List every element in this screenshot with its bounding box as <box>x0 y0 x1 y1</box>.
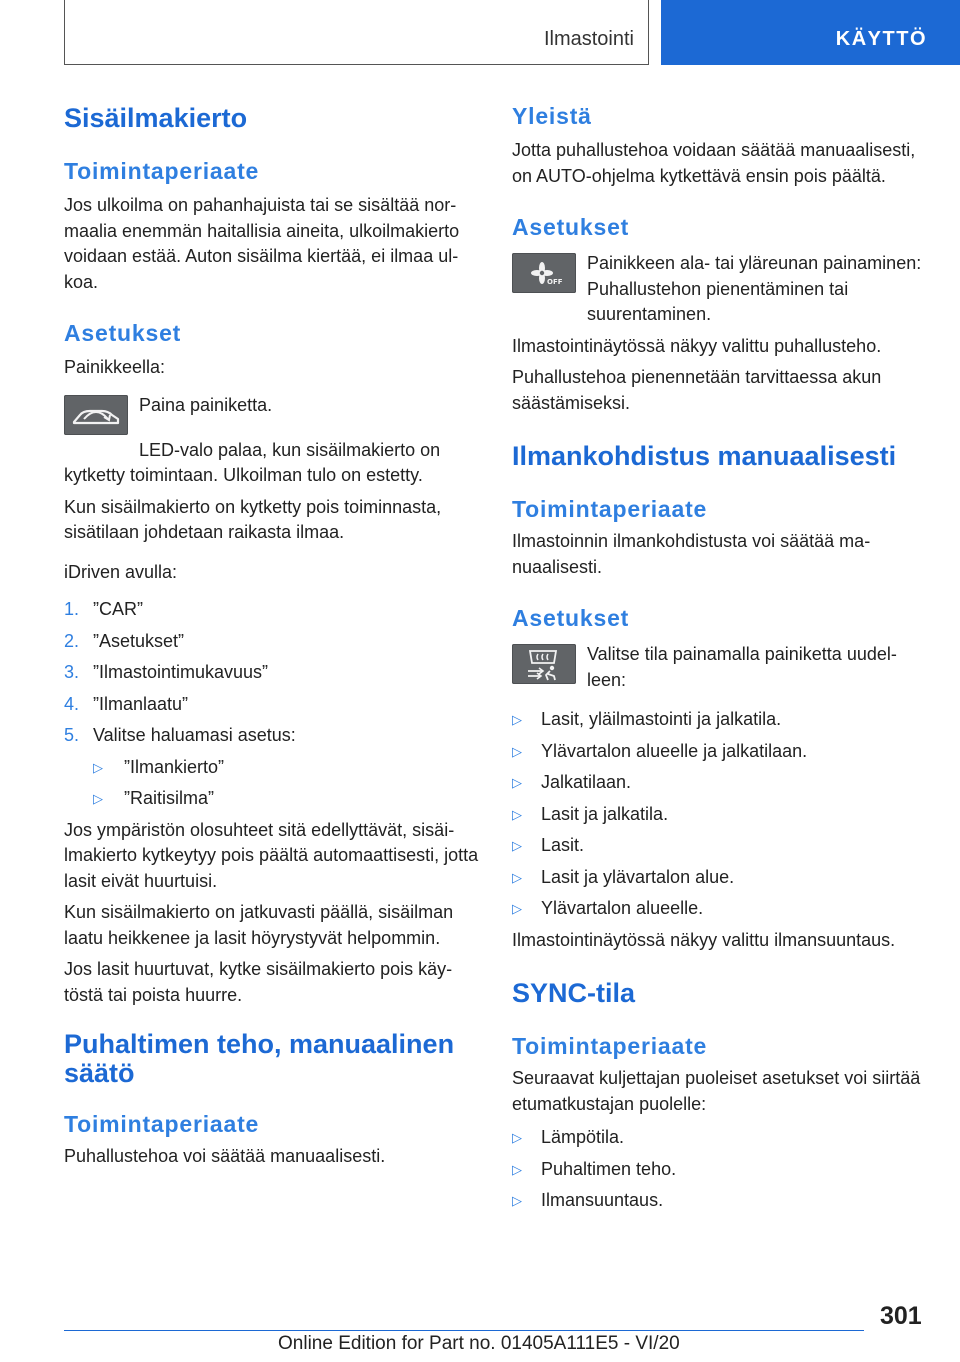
triangle-bullet-icon: ▷ <box>512 1161 522 1177</box>
triangle-bullet-icon: ▷ <box>512 806 522 822</box>
text-continuous: Kun sisäilmakierto on jatkuvasti päällä, sisäilman laatu heikkenee ja lasit höyrystyvät helpommin. <box>64 902 454 948</box>
text-fan-principle: Puhallustehoa voi säätää manuaalisesti. <box>64 1146 386 1166</box>
list-item: 5. Valitse haluamasi asetus: <box>64 725 296 745</box>
text-fogging: Jos lasit huurtuvat, kytke sisäilmakierto pois käytöstä tai poista huurre. <box>64 959 453 1005</box>
subheading-general: Yleistä <box>512 103 592 129</box>
heading-recirculation: Sisäilmakierto <box>64 103 248 133</box>
right-column <box>512 100 922 1214</box>
list-item: ▷ Ilmansuuntaus. <box>512 1188 922 1214</box>
triangle-bullet-icon: ▷ <box>93 791 103 806</box>
heading-fan: Puhaltimen teho, manuaalinen säätö <box>64 1029 455 1088</box>
text-idrive: iDriven avulla: <box>64 561 178 582</box>
recirc-led-text: LED-valo palaa, kun sisäilmakierto on kytketty toimintaan. Ulkoilman tulo on estetty. <box>64 439 441 485</box>
triangle-bullet-icon: ▷ <box>93 759 103 775</box>
svg-text:OFF: OFF <box>547 278 563 286</box>
triangle-bullet-icon: ▷ <box>512 712 522 727</box>
idrive-steps <box>64 597 479 749</box>
text-button-label: Painikkeella: <box>64 357 166 377</box>
subheading-principle: Toimintaperiaate <box>64 158 260 184</box>
triangle-bullet-icon: ▷ <box>512 1193 522 1208</box>
chapter-tab-label: KÄYTTÖ <box>835 28 927 50</box>
fan-control <box>512 251 922 328</box>
footer-divider <box>64 1330 864 1331</box>
list-item: ▷ Jalkatilaan. <box>512 770 922 796</box>
text-auto-off: Jos ympäristön olosuhteet sitä edellyttävät, sisäilmakierto kytkeytyy pois päältä automaattisesti, jotta lasit eivät huurtuisi. <box>64 819 479 891</box>
footer-edition: Online Edition for Part no. 01405A111E5 - VI/20 <box>278 1333 680 1354</box>
page-number: 301 <box>880 1302 922 1330</box>
air-distribution-button-icon[interactable] <box>512 644 576 684</box>
section-title: Ilmastointi <box>543 28 634 50</box>
airdist-instruction: Valitse tila painamalla painiketta uudelleen: <box>587 644 897 690</box>
triangle-bullet-icon: ▷ <box>512 775 522 790</box>
chapter-tab[interactable] <box>661 0 960 65</box>
text-principle: Jos ulkoilma on pahanhajuista tai se sisältää normaalia enemmän haitallisia aineita, ulkoilmakierto voidaan estää. Auton sisäilma kiertää, ei ilmaa ulkoa. <box>64 195 460 292</box>
list-item: ▷ Lasit. <box>512 833 922 859</box>
triangle-bullet-icon: ▷ <box>512 1130 522 1145</box>
list-item: ▷ Lasit, yläilmastointi ja jalkatila. <box>512 707 922 733</box>
triangle-bullet-icon: ▷ <box>512 901 522 916</box>
heading-air-distribution: Ilmankohdistus manuaalisesti <box>512 441 897 471</box>
recirc-sub-options <box>64 755 479 812</box>
triangle-bullet-icon: ▷ <box>512 743 522 759</box>
heading-sync: SYNC-tila <box>512 978 636 1008</box>
text-general: Jotta puhallustehoa voidaan säätää manuaalisesti, on AUTO-ohjelma kytkettävä ensin pois päältä. <box>512 140 916 186</box>
subheading-sync-principle: Toimintaperiaate <box>512 1033 708 1059</box>
recirc-instruction: Paina painiketta. <box>139 394 273 415</box>
list-item: ▷ ”Ilmankierto” <box>93 755 479 781</box>
list-item: 1. ”CAR” <box>64 599 143 619</box>
text-airdist-display: Ilmastointinäytössä näkyy valittu ilmansuuntaus. <box>512 929 896 950</box>
text-fan-display: Ilmastointinäytössä näkyy valittu puhallusteho. <box>512 335 882 356</box>
subheading-fan-settings: Asetukset <box>512 214 630 240</box>
header-section-box <box>64 0 649 65</box>
list-item: ▷ Lasit ja ylävartalon alue. <box>512 865 922 891</box>
list-item: ▷ Lasit ja jalkatila. <box>512 802 922 828</box>
recirculation-control <box>64 393 479 433</box>
text-sync: Seuraavat kuljettajan puoleiset asetukset voi siirtää etumatkustajan puolelle: <box>512 1068 921 1114</box>
subheading-airdist-settings: Asetukset <box>512 605 630 631</box>
triangle-bullet-icon: ▷ <box>512 838 522 853</box>
subheading-fan-principle: Toimintaperiaate <box>64 1111 260 1137</box>
text-recirc-off: Kun sisäilmakierto on kytketty pois toiminnasta, sisätilaan johdetaan raikasta ilmaa. <box>64 496 442 542</box>
fan-button-icon[interactable] <box>512 253 576 293</box>
fan-instruction: Painikkeen ala- tai yläreunan painaminen: Puhallustehon pienentäminen tai suurentaminen. <box>587 253 922 324</box>
text-airdist-principle: Ilmastoinnin ilmankohdistusta voi säätää manuaalisesti. <box>512 531 871 577</box>
list-item: 2. ”Asetukset” <box>64 630 185 651</box>
list-item: 3. ”Ilmastointimukavuus” <box>64 662 269 682</box>
text-fan-reduce: Puhallustehoa pienennetään tarvittaessa akun säästämiseksi. <box>512 367 882 413</box>
recirculation-button-icon[interactable] <box>64 395 128 435</box>
left-column <box>64 100 479 1170</box>
sync-options <box>512 1125 922 1214</box>
airdist-options <box>512 707 922 922</box>
subheading-airdist-principle: Toimintaperiaate <box>512 496 708 522</box>
list-item: ▷ ”Raitisilma” <box>93 786 479 812</box>
air-distribution-control <box>512 642 922 693</box>
list-item: 4. ”Ilmanlaatu” <box>64 693 189 714</box>
list-item: ▷ Puhaltimen teho. <box>512 1157 922 1183</box>
list-item: ▷ Ylävartalon alueelle. <box>512 896 922 922</box>
list-item: ▷ Lämpötila. <box>512 1125 922 1151</box>
list-item: ▷ Ylävartalon alueelle ja jalkatilaan. <box>512 739 922 765</box>
triangle-bullet-icon: ▷ <box>512 869 522 885</box>
subheading-settings: Asetukset <box>64 320 182 346</box>
